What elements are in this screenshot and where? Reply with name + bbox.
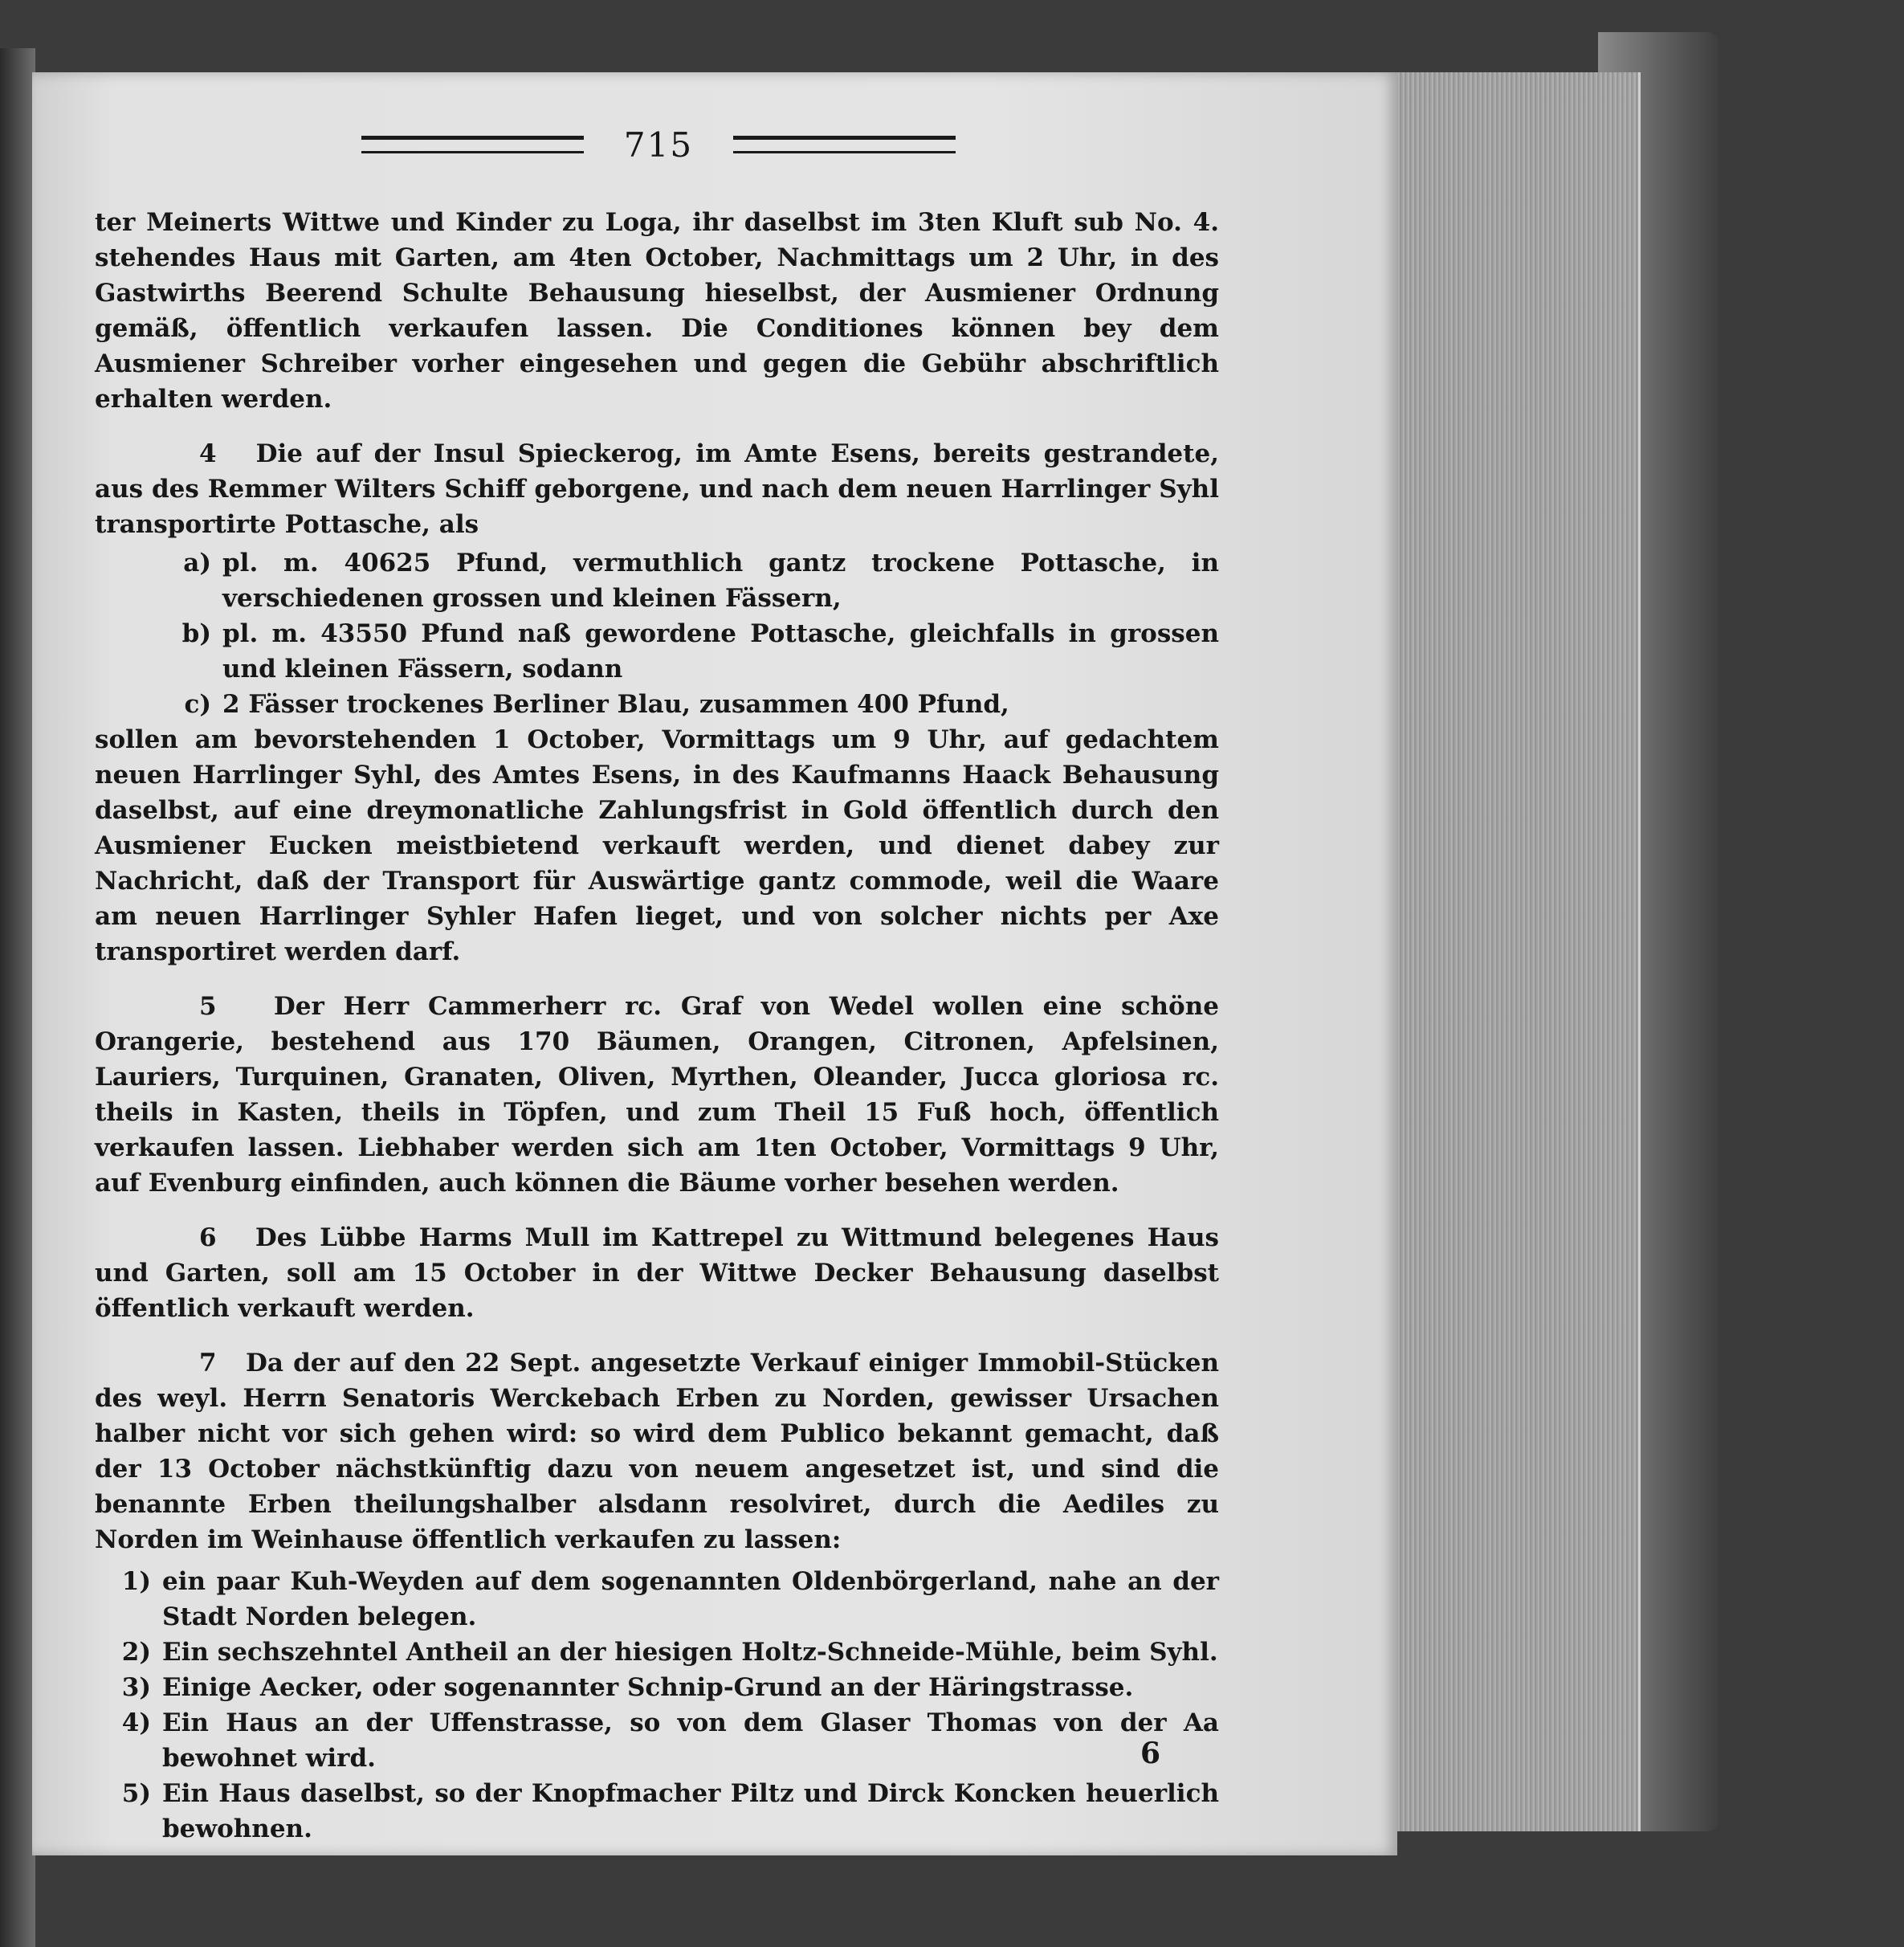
page-block-edges <box>1397 72 1641 1831</box>
notice-6 <box>95 1220 1219 1326</box>
intro-paragraph: ter Meinerts Wittwe und Kinder zu Loga, ihr daselbst im 3ten Kluft sub No. 4. stehendes Haus mit Garten, am 4ten October, Nachmittags um 2 Uhr, in des Gastwirths Beerend Schulte Behausung hieselbst, der Ausmiener Ordnung gemäß, öffentlich verkaufen lassen. Die Conditiones können bey dem Ausmiener Schreiber vorher eingesehen und gegen die Gebühr abschriftlich erhalten werden. <box>95 208 1219 414</box>
item-text: pl. m. 40625 Pfund, vermuthlich gantz trockene Pottasche, in verschiedenen grossen und kleinen Fässern, <box>222 549 1219 613</box>
page-header <box>361 124 956 165</box>
notice-4-number: 4 <box>199 439 217 468</box>
item-text: ein paar Kuh-Weyden auf dem sogenannten Oldenbörgerland, nahe an der Stadt Norden belegen. <box>162 1567 1219 1631</box>
item-mark: 2) <box>121 1638 151 1667</box>
item-text: Einige Aecker, oder sogenannter Schnip-Grund an der Häringstrasse. <box>162 1673 1134 1702</box>
notice-7 <box>95 1345 1219 1847</box>
notice-4-item-a <box>151 545 1219 616</box>
notice-7-item-5 <box>111 1776 1219 1847</box>
notice-4-lead-text: Die auf der Insul Spieckerog, im Amte Esens, bereits gestrandete, aus des Remmer Wilters Schiff geborgene, und nach dem neuen Harrlinger Syhl transportirte Pottasche, als <box>95 439 1219 539</box>
notice-7-item-2 <box>111 1635 1219 1670</box>
header-rule-left <box>361 136 584 153</box>
notice-7-number: 7 <box>199 1349 217 1378</box>
notice-5 <box>95 989 1219 1201</box>
item-mark: 3) <box>121 1673 151 1702</box>
notice-6-number: 6 <box>199 1223 217 1252</box>
catchword: 6 <box>1140 1737 1161 1770</box>
item-mark: a) <box>183 549 211 578</box>
notice-7-items <box>111 1564 1219 1847</box>
notice-7-item-4 <box>111 1705 1219 1776</box>
page-text <box>95 205 1219 1847</box>
item-text: pl. m. 43550 Pfund naß gewordene Pottasche, gleichfalls in grossen und kleinen Fässern, sodann <box>222 619 1219 684</box>
notice-4-lead <box>95 436 1219 542</box>
item-text: Ein Haus daselbst, so der Knopfmacher Piltz und Dirck Koncken heuerlich bewohnen. <box>162 1779 1219 1843</box>
notice-7-lead-text: Da der auf den 22 Sept. angesetzte Verkauf einiger Immobil-Stücken des weyl. Herrn Senatoris Werckebach Erben zu Norden, gewisser Ursachen halber nicht vor sich gehen wird: so wird dem Publico bekannt gemacht, daß der 13 October nächstkünftig dazu von neuem angesetzet ist, und sind die benannte Erben theilungshalber alsdann resolviret, durch die Aediles zu Norden im Weinhause öffentlich verkaufen zu lassen: <box>95 1349 1219 1554</box>
item-mark: c) <box>184 690 211 719</box>
item-mark: 1) <box>121 1567 151 1596</box>
notice-7-item-1 <box>111 1564 1219 1635</box>
notice-5-number: 5 <box>199 992 217 1021</box>
item-mark: 4) <box>121 1708 151 1737</box>
notice-4-tail: sollen am bevorstehenden 1 October, Vormittags um 9 Uhr, auf gedachtem neuen Harrlinger Syhl, des Amtes Esens, in des Kaufmanns Haack Behausung daselbst, auf eine dreymonatliche Zahlungsfrist in Gold öffentlich durch den Ausmiener Eucken meistbietend verkauft werden, und dienet dabey zur Nachricht, daß der Transport für Auswärtige gantz commode, weil die Waare am neuen Harrlinger Syhler Hafen lieget, und von solcher nichts per Axe transportiret werden darf. <box>95 725 1219 966</box>
book-gutter-left <box>0 48 35 1947</box>
notice-6-text: Des Lübbe Harms Mull im Kattrepel zu Wittmund belegenes Haus und Garten, soll am 15 October in der Wittwe Decker Behausung daselbst öffentlich verkauft werden. <box>95 1223 1219 1323</box>
notice-4-items <box>151 545 1219 722</box>
page-number: 715 <box>623 124 694 165</box>
notice-7-lead <box>95 1345 1219 1557</box>
notice-7-item-3 <box>111 1670 1219 1705</box>
item-mark: 5) <box>121 1779 151 1808</box>
notice-5-text: Der Herr Cammerherr rc. Graf von Wedel wollen eine schöne Orangerie, bestehend aus 170 Bäumen, Orangen, Citronen, Apfelsinen, Lauriers, Turquinen, Granaten, Oliven, Myrthen, Oleander, Jucca gloriosa rc. theils in Kasten, theils in Töpfen, und zum Theil 15 Fuß hoch, öffentlich verkaufen lassen. Liebhaber werden sich am 1ten October, Vormittags 9 Uhr, auf Evenburg einfinden, auch können die Bäume vorher besehen werden. <box>95 992 1219 1198</box>
item-mark: b) <box>181 619 211 648</box>
item-text: 2 Fässer trockenes Berliner Blau, zusammen 400 Pfund, <box>222 690 1009 719</box>
notice-4-item-c <box>151 687 1219 722</box>
item-text: Ein Haus an der Uffenstrasse, so von dem Glaser Thomas von der Aa bewohnet wird. <box>162 1708 1219 1773</box>
notice-4 <box>95 436 1219 969</box>
notice-4-item-b <box>151 616 1219 687</box>
header-rule-right <box>733 136 956 153</box>
item-text: Ein sechszehntel Antheil an der hiesigen Holtz-Schneide-Mühle, beim Syhl. <box>162 1638 1218 1667</box>
